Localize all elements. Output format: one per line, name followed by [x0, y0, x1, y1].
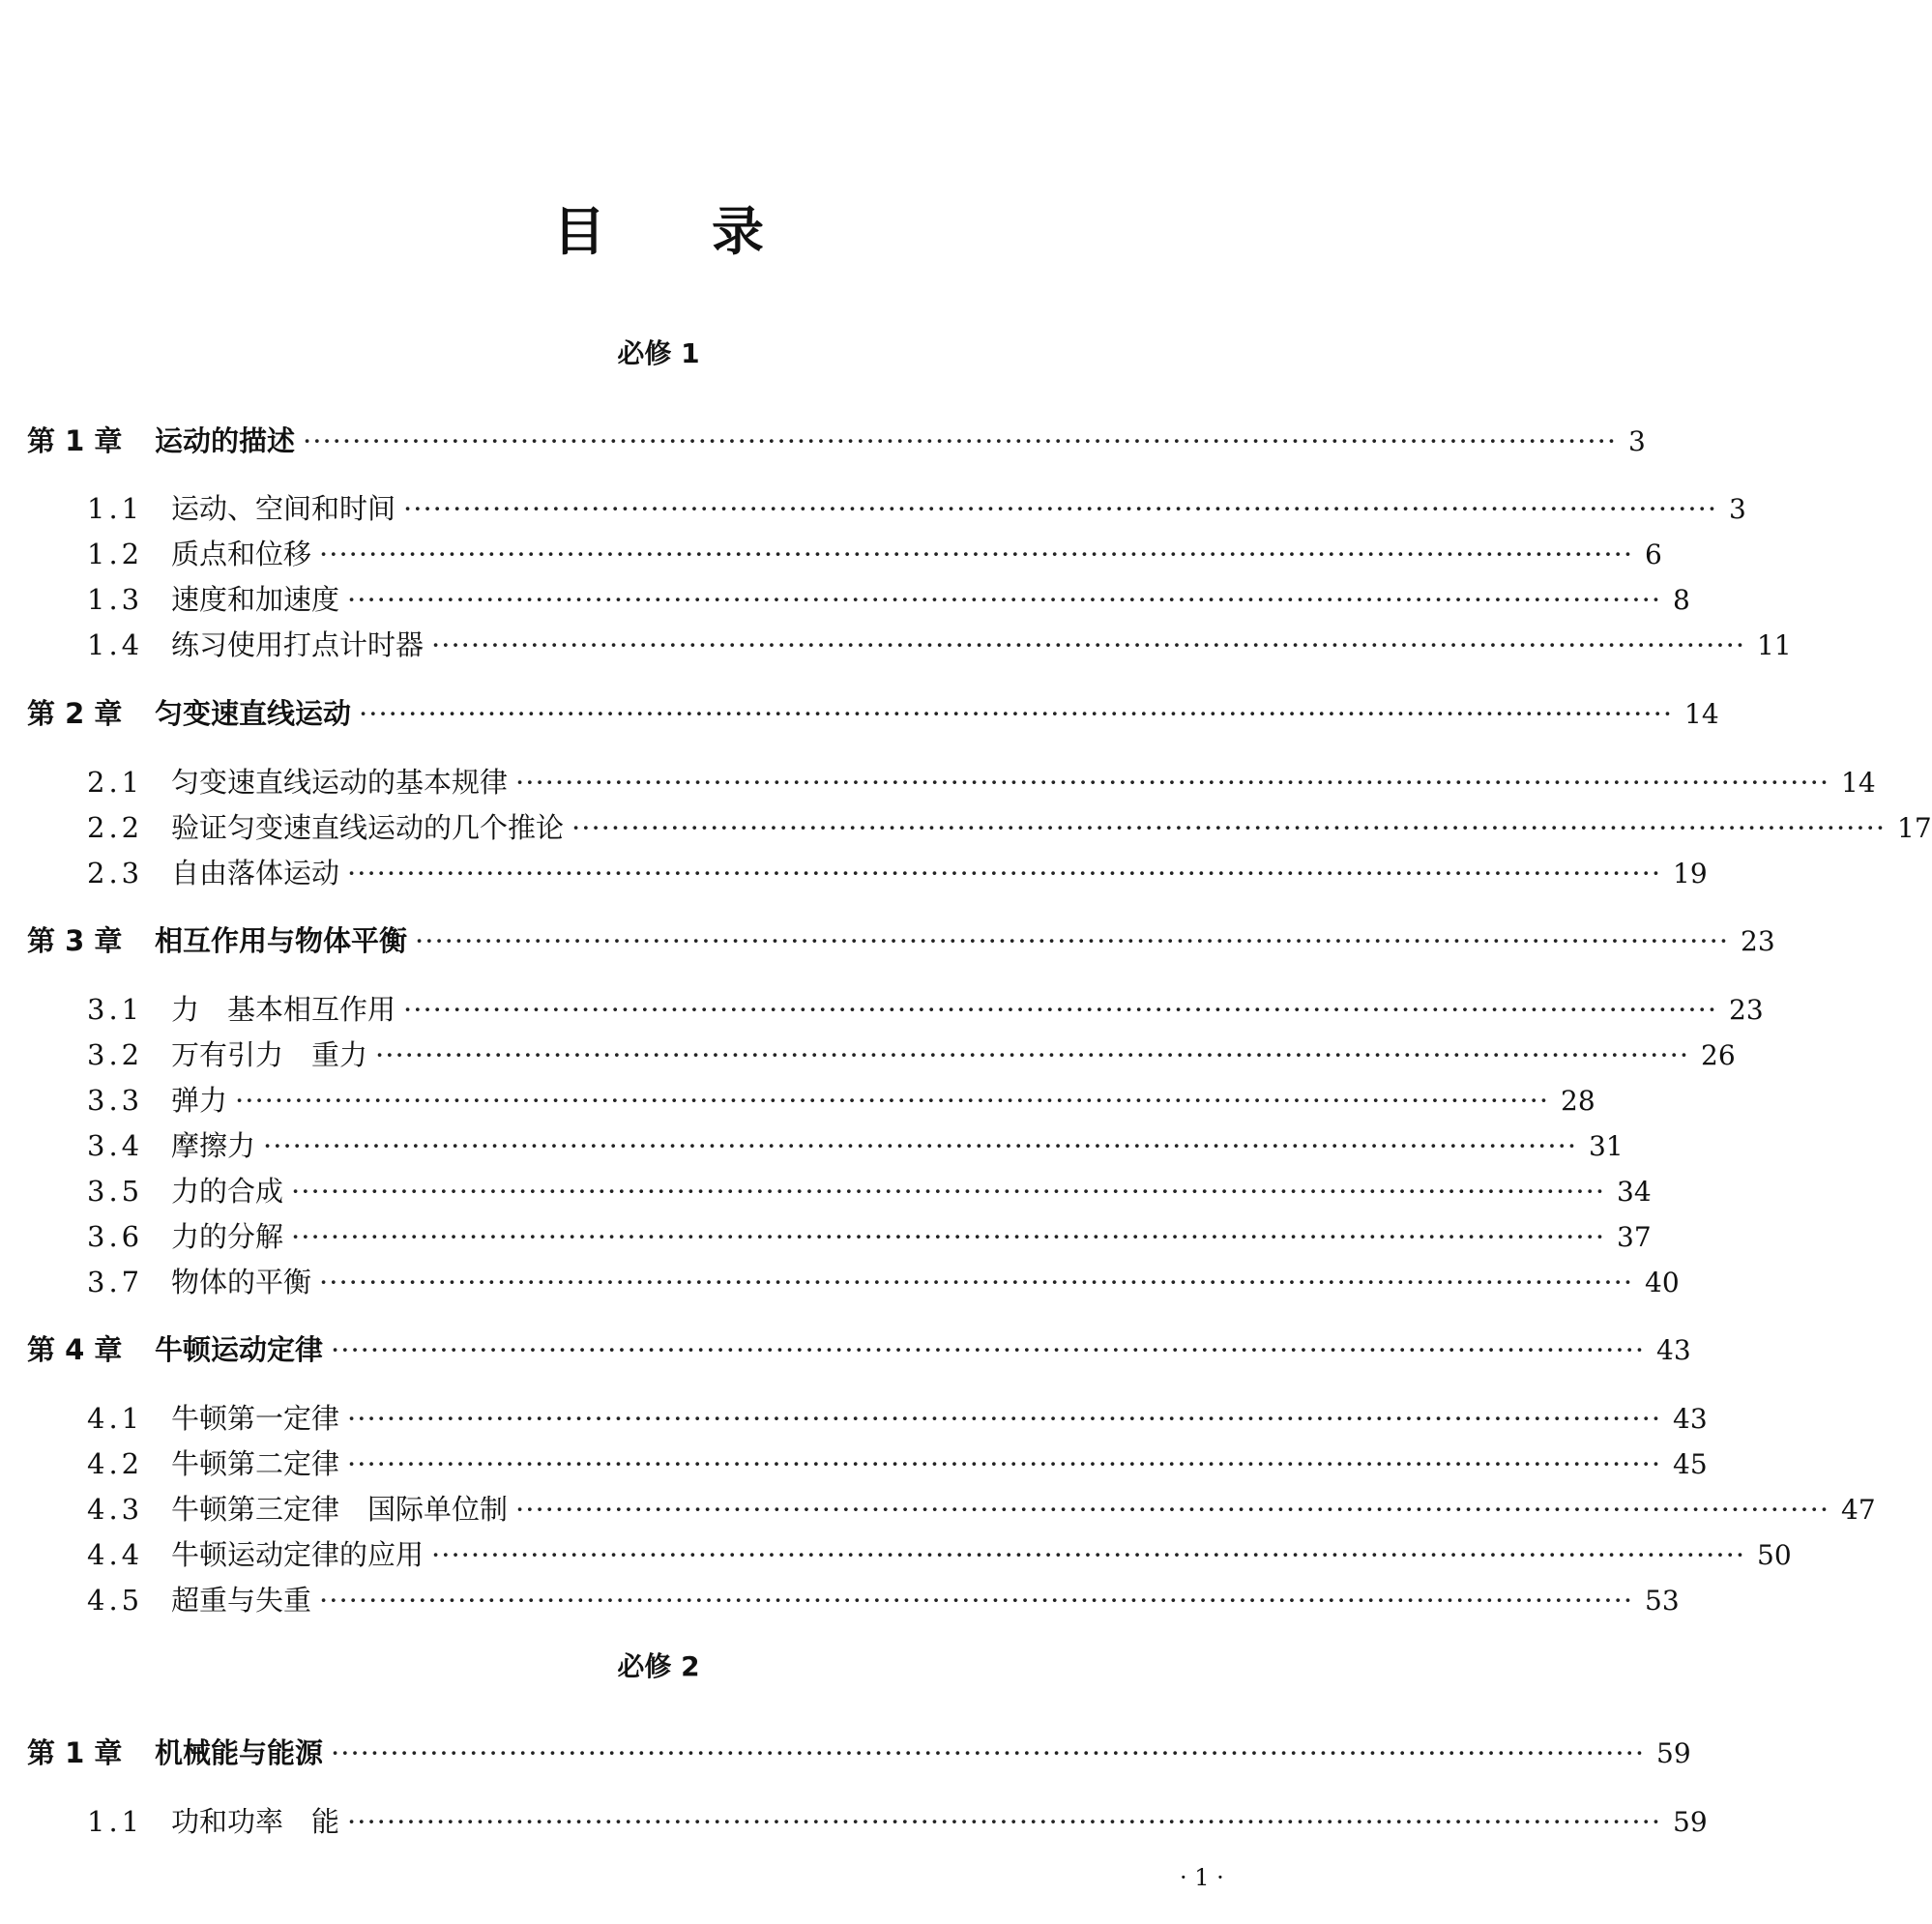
dot-leader: ·····································································································································	[347, 583, 1662, 616]
section-number: 4.5	[87, 1584, 144, 1617]
toc-section-row[interactable]	[87, 988, 1764, 1031]
toc-chapter-row[interactable]	[27, 1328, 1691, 1371]
page-number: 40	[1645, 1267, 1680, 1298]
toc-chapter-row[interactable]	[27, 420, 1646, 462]
section-number: 3.2	[87, 1038, 144, 1071]
page-title: 目录	[553, 201, 870, 262]
toc-section-row[interactable]	[87, 1124, 1624, 1167]
dot-leader: ·····································································································································	[515, 1493, 1830, 1526]
section-number: 3.3	[87, 1084, 144, 1117]
toc-chapter-row[interactable]	[27, 692, 1719, 735]
section-title: 牛顿第一定律	[171, 1402, 340, 1435]
section-title: 弹力	[171, 1084, 228, 1117]
dot-leader: ·····································································································································	[347, 1447, 1662, 1480]
page-number: 8	[1673, 584, 1690, 616]
page-number: 3	[1628, 425, 1646, 457]
dot-leader: ·····································································································································	[571, 811, 1887, 844]
chapter-number: 第 1 章	[27, 1736, 123, 1769]
toc-section-row[interactable]	[87, 1215, 1652, 1258]
dot-leader: ·····································································································································	[375, 1038, 1690, 1071]
section-title: 牛顿第二定律	[171, 1447, 340, 1480]
toc-section-row[interactable]	[87, 1443, 1708, 1485]
dot-leader: ·····································································································································	[319, 538, 1634, 570]
page-number: 45	[1673, 1448, 1708, 1480]
dot-leader: ·····································································································································	[431, 628, 1746, 661]
section-number: 2.1	[87, 766, 144, 799]
chapter-number: 第 2 章	[27, 697, 123, 730]
page-number: 17	[1897, 812, 1932, 844]
page-number: 50	[1757, 1539, 1792, 1571]
dot-leader: ·····································································································································	[331, 1333, 1646, 1366]
section-number: 1.2	[87, 538, 144, 570]
section-number: 1.1	[87, 492, 144, 525]
chapter-title: 机械能与能源	[155, 1736, 324, 1769]
section-title: 运动、空间和时间	[171, 492, 396, 525]
page-number: 37	[1617, 1221, 1652, 1253]
section-title: 力的分解	[171, 1220, 284, 1253]
chapter-number: 第 3 章	[27, 924, 123, 957]
section-number: 4.3	[87, 1493, 144, 1526]
page-number: 43	[1656, 1334, 1691, 1366]
chapter-number: 第 4 章	[27, 1333, 123, 1366]
page-number: 14	[1841, 767, 1876, 799]
section-title: 练习使用打点计时器	[171, 628, 424, 661]
section-title: 力 基本相互作用	[171, 993, 396, 1026]
section-title: 功和功率 能	[171, 1805, 340, 1838]
toc-section-row[interactable]	[87, 806, 1932, 849]
page-number: 19	[1673, 858, 1708, 889]
section-number: 3.1	[87, 993, 144, 1026]
section-number: 3.7	[87, 1266, 144, 1298]
section-title: 质点和位移	[171, 538, 312, 570]
dot-leader: ·····································································································································	[331, 1736, 1646, 1769]
section-number: 1.4	[87, 628, 144, 661]
toc-section-row[interactable]	[87, 1034, 1736, 1076]
page-number: 34	[1617, 1176, 1652, 1208]
toc-section-row[interactable]	[87, 1261, 1680, 1303]
section-number: 4.4	[87, 1538, 144, 1571]
toc-chapter-row[interactable]	[27, 919, 1775, 962]
toc-section-row[interactable]	[87, 624, 1792, 666]
section-title: 超重与失重	[171, 1584, 312, 1617]
page-number: 3	[1729, 493, 1746, 525]
toc-section-row[interactable]	[87, 1800, 1708, 1843]
section-title: 力的合成	[171, 1175, 284, 1208]
dot-leader: ·····································································································································	[347, 1805, 1662, 1838]
section-number: 4.2	[87, 1447, 144, 1480]
page-number: 23	[1729, 994, 1764, 1026]
dot-leader: ·····································································································································	[291, 1220, 1606, 1253]
dot-leader: ·····································································································································	[303, 424, 1618, 457]
chapter-number: 第 1 章	[27, 424, 123, 457]
section-title: 自由落体运动	[171, 857, 340, 889]
section-number: 2.3	[87, 857, 144, 889]
dot-leader: ·····································································································································	[431, 1538, 1746, 1571]
toc-section-row[interactable]	[87, 1533, 1792, 1576]
section-number: 4.1	[87, 1402, 144, 1435]
toc-section-row[interactable]	[87, 1170, 1652, 1212]
dot-leader: ·····································································································································	[515, 766, 1830, 799]
section-title: 万有引力 重力	[171, 1038, 368, 1071]
toc-section-row[interactable]	[87, 1488, 1876, 1530]
section-title: 物体的平衡	[171, 1266, 312, 1298]
page-folio: · 1 ·	[1180, 1864, 1224, 1891]
page-number: 23	[1741, 925, 1775, 957]
page-number: 11	[1757, 629, 1792, 661]
page-number: 26	[1701, 1039, 1736, 1071]
section-number: 1.3	[87, 583, 144, 616]
toc-section-row[interactable]	[87, 1079, 1595, 1122]
part-heading-2: 必修 2	[617, 1650, 700, 1682]
section-title: 匀变速直线运动的基本规律	[171, 766, 509, 799]
page-number: 6	[1645, 539, 1662, 570]
section-number: 3.4	[87, 1129, 144, 1162]
page-number: 53	[1645, 1585, 1680, 1617]
section-title: 牛顿第三定律 国际单位制	[171, 1493, 509, 1526]
dot-leader: ·····································································································································	[415, 924, 1730, 957]
dot-leader: ·····································································································································	[263, 1129, 1578, 1162]
page-number: 31	[1589, 1130, 1624, 1162]
dot-leader: ·····································································································································	[403, 993, 1718, 1026]
page-number: 28	[1561, 1085, 1595, 1117]
dot-leader: ·····································································································································	[347, 857, 1662, 889]
page-number: 59	[1656, 1737, 1691, 1769]
toc-section-row[interactable]	[87, 578, 1690, 621]
toc-section-row[interactable]	[87, 487, 1746, 530]
chapter-title: 相互作用与物体平衡	[155, 924, 408, 957]
toc-section-row[interactable]	[87, 761, 1876, 803]
page-number: 14	[1684, 698, 1719, 730]
dot-leader: ·····································································································································	[319, 1266, 1634, 1298]
page-number: 59	[1673, 1806, 1708, 1838]
toc-section-row[interactable]	[87, 533, 1662, 575]
section-title: 验证匀变速直线运动的几个推论	[171, 811, 565, 844]
section-number: 3.6	[87, 1220, 144, 1253]
dot-leader: ·····································································································································	[319, 1584, 1634, 1617]
chapter-title: 牛顿运动定律	[155, 1333, 324, 1366]
dot-leader: ·····································································································································	[291, 1175, 1606, 1208]
part-heading-1: 必修 1	[617, 337, 700, 369]
dot-leader: ·····································································································································	[235, 1084, 1550, 1117]
section-title: 速度和加速度	[171, 583, 340, 616]
chapter-title: 运动的描述	[155, 424, 296, 457]
toc-section-row[interactable]	[87, 1579, 1680, 1621]
section-number: 2.2	[87, 811, 144, 844]
section-number: 1.1	[87, 1805, 144, 1838]
section-title: 牛顿运动定律的应用	[171, 1538, 424, 1571]
toc-section-row[interactable]	[87, 852, 1708, 894]
toc-section-row[interactable]	[87, 1397, 1708, 1440]
chapter-title: 匀变速直线运动	[155, 697, 352, 730]
page-number: 43	[1673, 1403, 1708, 1435]
toc-chapter-row[interactable]	[27, 1732, 1691, 1774]
dot-leader: ·····································································································································	[359, 697, 1674, 730]
dot-leader: ·····································································································································	[347, 1402, 1662, 1435]
section-number: 3.5	[87, 1175, 144, 1208]
dot-leader: ·····································································································································	[403, 492, 1718, 525]
section-title: 摩擦力	[171, 1129, 256, 1162]
page-number: 47	[1841, 1494, 1876, 1526]
